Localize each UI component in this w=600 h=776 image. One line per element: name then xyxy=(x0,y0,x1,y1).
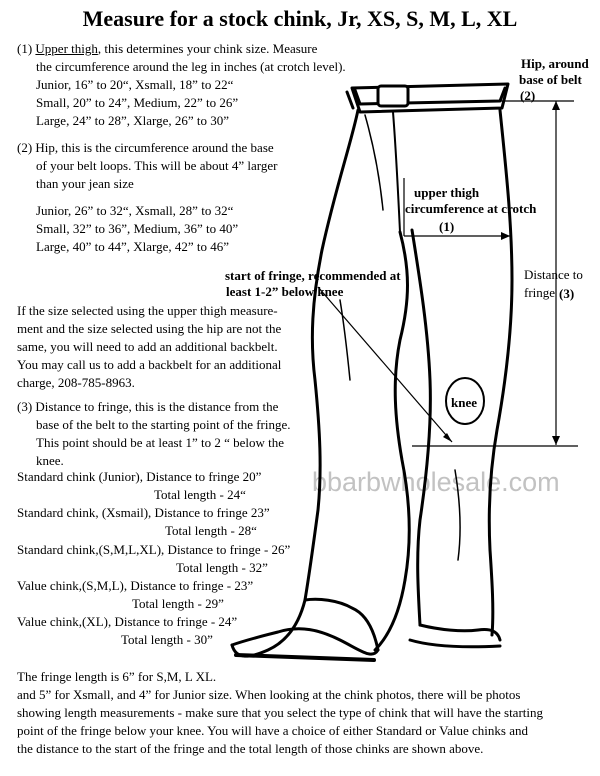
arrowhead xyxy=(552,101,560,110)
fringe-start-label-1: start of fringe, recommended at xyxy=(225,268,401,283)
section2-line2: of your belt loops. This will be about 4” larger xyxy=(36,158,278,173)
note-line: same, you will need to add an additional backbelt. xyxy=(17,339,278,354)
section1-heading: Upper thigh xyxy=(35,41,98,56)
size-line: Junior, 16” to 20“, Xsmall, 18” to 22“ xyxy=(36,77,234,92)
chink-line: Standard chink, (Xsmail), Distance to fringe 23” xyxy=(17,505,270,520)
section1-number: (1) xyxy=(17,41,33,56)
section2-line1: (2) Hip, this is the circumference around the base xyxy=(17,140,274,155)
size-line: Small, 32” to 36”, Medium, 36” to 40” xyxy=(36,221,239,236)
size-line: Large, 24” to 28”, Xlarge, 26” to 30” xyxy=(36,113,230,128)
footer-line: and 5” for Xsmall, and 4” for Junior size. When looking at the chink photos, there will be photos xyxy=(17,687,521,702)
arrowhead xyxy=(552,436,560,445)
size-line: Junior, 26” to 32“, Xsmall, 28” to 32“ xyxy=(36,203,234,218)
jeans-outline xyxy=(232,84,512,660)
thigh-label-1: upper thigh xyxy=(414,185,480,200)
note-line: If the size selected using the upper thigh measure- xyxy=(17,303,278,318)
thigh-marker: (1) xyxy=(439,219,455,234)
chink-line: Value chink,(S,M,L), Distance to fringe - 23” xyxy=(17,578,254,593)
arrowhead xyxy=(501,232,510,240)
chink-total: Total length - 32” xyxy=(176,560,268,575)
hip-label-2: base of belt xyxy=(519,72,582,87)
chink-total: Total length - 30” xyxy=(121,632,213,647)
hip-label-1: Hip, around xyxy=(521,56,589,71)
note-line: You may call us to add a backbelt for an additional xyxy=(17,357,282,372)
page-title: Measure for a stock chink, Jr, XS, S, M, L, XL xyxy=(82,6,518,31)
size-line: Small, 20” to 24”, Medium, 22” to 26” xyxy=(36,95,239,110)
chink-total: Total length - 28“ xyxy=(165,523,257,538)
section1-line2: the circumference around the leg in inches (at crotch level). xyxy=(36,59,346,74)
section3-line3: This point should be at least 1” to 2 “ below the xyxy=(36,435,285,450)
section3-line2: base of the belt to the starting point of the fringe. xyxy=(36,417,291,432)
note-line: charge, 208-785-8963. xyxy=(17,375,135,390)
watermark: bbarbwholesale.com xyxy=(312,467,560,497)
hip-marker: (2) xyxy=(520,88,536,103)
distance-label-1: Distance to xyxy=(524,267,583,282)
size-line: Large, 40” to 44”, Xlarge, 42” to 46” xyxy=(36,239,230,254)
knee-label: knee xyxy=(451,395,477,410)
fringe-start-label-2: least 1-2” below knee xyxy=(226,284,344,299)
distance-marker: (3) xyxy=(559,286,575,301)
section3-line1: (3) Distance to fringe, this is the distance from the xyxy=(17,399,279,414)
footer-line: point of the fringe below your knee. You will have a choice of either Standard or Value chinks and xyxy=(17,723,528,738)
chink-line: Standard chink (Junior), Distance to fringe 20” xyxy=(17,469,262,484)
footer-line: The fringe length is 6” for S,M, L XL. xyxy=(17,669,217,684)
section2-line3: than your jean size xyxy=(36,176,134,191)
section3-line4: knee. xyxy=(36,453,64,468)
arrowhead xyxy=(443,433,452,442)
footer-line: the distance to the start of the fringe and the total length of those chinks are shown above. xyxy=(17,741,484,756)
chink-line: Standard chink,(S,M,L,XL), Distance to fringe - 26” xyxy=(17,542,291,557)
thigh-label-2: circumference at crotch xyxy=(405,201,537,216)
chink-total: Total length - 29” xyxy=(132,596,224,611)
footer-line: showing length measurements - make sure that you select the type of chink that will have the starting xyxy=(17,705,543,720)
chink-total: Total length - 24“ xyxy=(154,487,246,502)
chink-line: Value chink,(XL), Distance to fringe - 24” xyxy=(17,614,238,629)
distance-label-2: fringe xyxy=(524,285,556,300)
fringe-pointer-line xyxy=(318,287,452,442)
section1-line1-rest: , this determines your chink size. Measure xyxy=(97,41,318,56)
note-line: ment and the size selected using the hip are not the xyxy=(17,321,282,336)
